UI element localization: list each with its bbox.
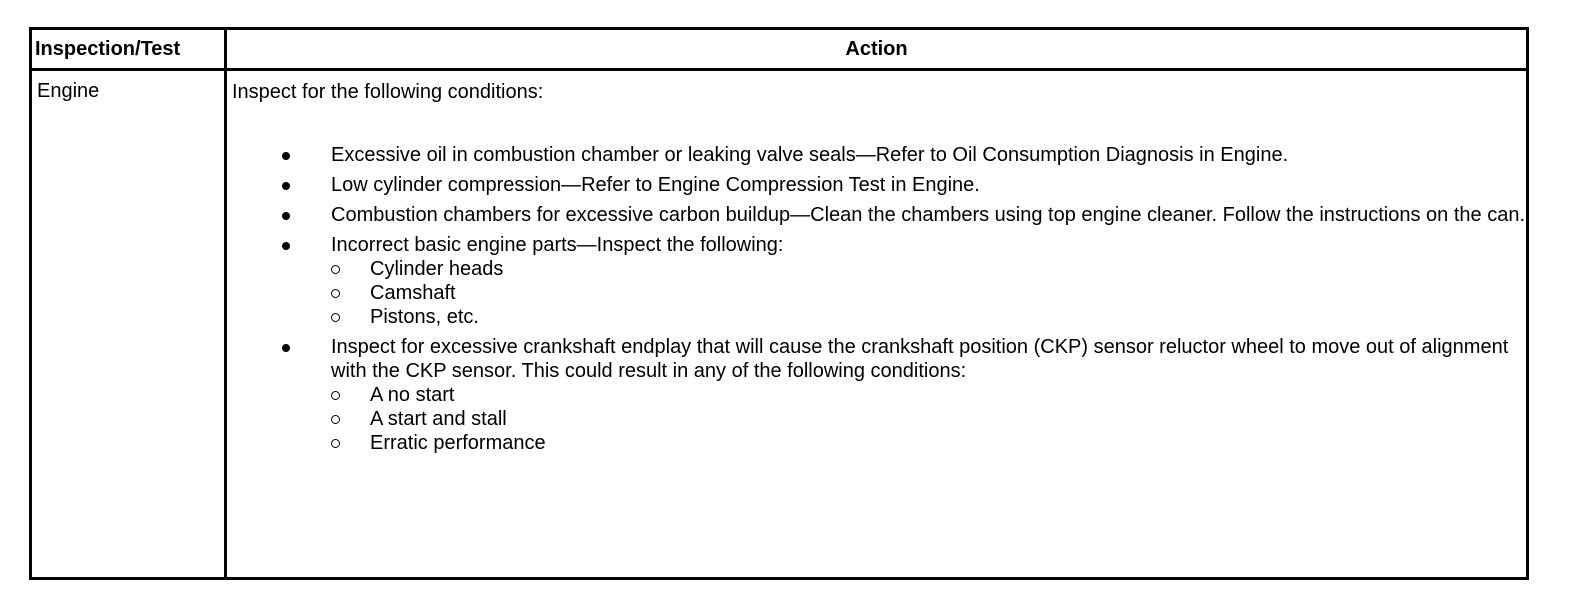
sub-list-item (331, 407, 1526, 431)
sub-list-item (331, 281, 1526, 305)
bullet-icon (282, 182, 290, 190)
header-inspection-test: Inspection/Test (35, 38, 181, 60)
list-item (232, 173, 1526, 197)
circle-bullet-icon (331, 265, 340, 274)
action-cell (232, 80, 1526, 461)
diagnostic-table (29, 27, 1529, 580)
list-item-text: Incorrect basic engine parts—Inspect the following: (331, 234, 784, 256)
sub-list-item-text: A no start (370, 384, 455, 406)
bullet-icon (282, 152, 290, 160)
list-item (232, 203, 1526, 227)
list-item-text: Low cylinder compression—Refer to Engine Compression Test in Engine. (331, 174, 980, 196)
action-intro: Inspect for the following conditions: (232, 81, 544, 103)
circle-bullet-icon (331, 439, 340, 448)
sub-list-item-text: Erratic performance (370, 432, 546, 454)
inspection-cell: Engine (37, 80, 100, 102)
list-item (232, 233, 1526, 329)
list-item-text: Combustion chambers for excessive carbon buildup—Clean the chambers using top engine cleaner. Follow the instructions on the can. (331, 204, 1525, 226)
condition-list (232, 143, 1526, 455)
list-item-text: Inspect for excessive crankshaft endplay that will cause the crankshaft position (CKP) sensor reluctor wheel to move out of alignment with the CKP sensor. This could result in any of the following conditions: (331, 336, 1509, 382)
sub-list-item-text: Pistons, etc. (370, 306, 479, 328)
table-header-row (32, 30, 1526, 71)
column-divider (224, 30, 227, 577)
list-item (232, 335, 1526, 455)
circle-bullet-icon (331, 415, 340, 424)
sub-list (331, 383, 1526, 455)
sub-list-item (331, 257, 1526, 281)
sub-list-item (331, 383, 1526, 407)
header-action: Action (845, 38, 908, 60)
sub-list (331, 257, 1526, 329)
sub-list-item-text: Camshaft (370, 282, 456, 304)
sub-list-item-text: Cylinder heads (370, 258, 504, 280)
sub-list-item-text: A start and stall (370, 408, 507, 430)
bullet-icon (282, 212, 290, 220)
bullet-icon (282, 344, 290, 352)
circle-bullet-icon (331, 391, 340, 400)
list-item (232, 143, 1526, 167)
sub-list-item (331, 305, 1526, 329)
sub-list-item (331, 431, 1526, 455)
circle-bullet-icon (331, 313, 340, 322)
circle-bullet-icon (331, 289, 340, 298)
list-item-text: Excessive oil in combustion chamber or leaking valve seals—Refer to Oil Consumption Diagnosis in Engine. (331, 144, 1289, 166)
bullet-icon (282, 242, 290, 250)
